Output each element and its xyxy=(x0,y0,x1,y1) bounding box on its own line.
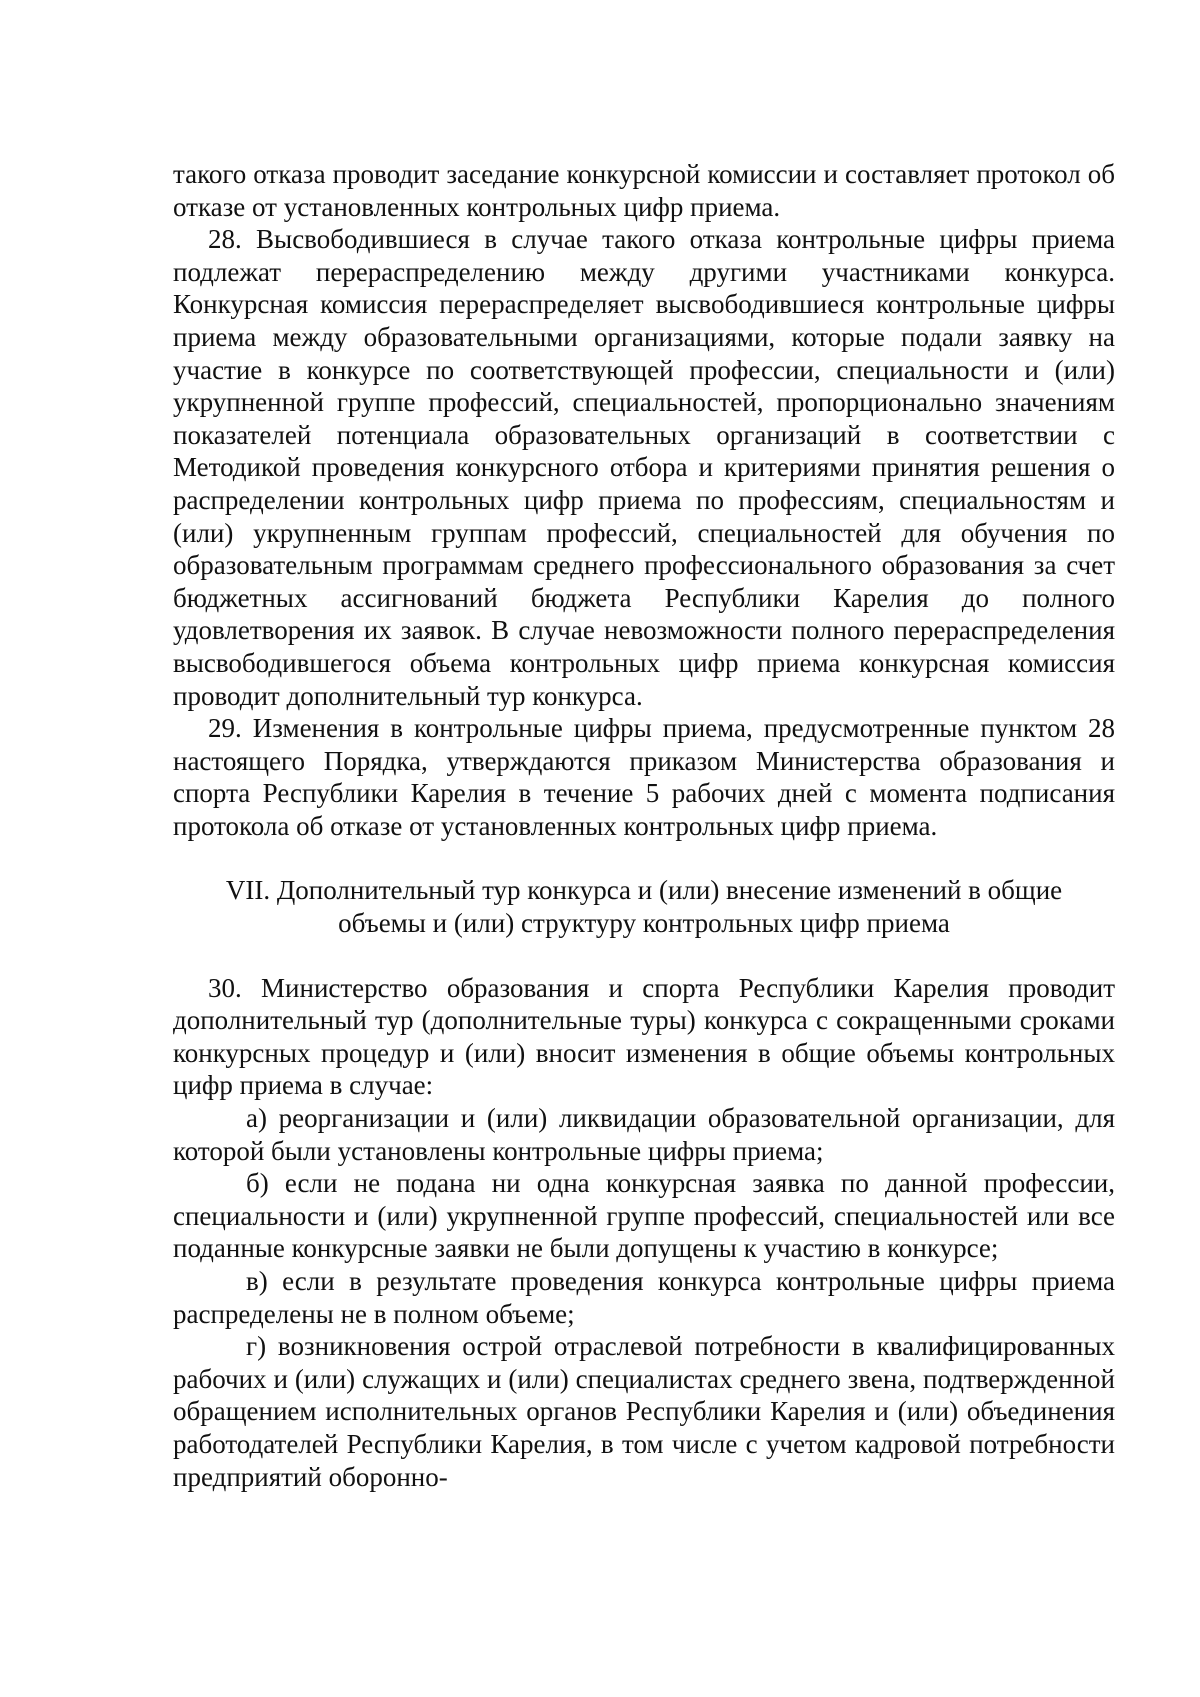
section-heading-line-1: VII. Дополнительный тур конкурса и (или) внесение изменений в общие xyxy=(225,875,1063,906)
paragraph-29: 29. Изменения в контрольные цифры приема, предусмотренные пунктом 28 настоящего Порядка, утверждаются приказом Министерства образования и спорта Республики Карелия в течение 5 рабочих дней с момента подписания протокола об отказе от установленных контрольных цифр приема. xyxy=(173,713,1115,841)
list-item-b: б) если не подана ни одна конкурсная заявка по данной профессии, специальности и (или) укрупненной группе профессий, специальностей или все поданные конкурсные заявки не были допущены к участию в конкурсе; xyxy=(173,1168,1115,1264)
paragraph-28: 28. Высвободившиеся в случае такого отказа контрольные цифры приема подлежат перераспределению между другими участниками конкурса. Конкурсная комиссия перераспределяет высвободившиеся контрольные цифры приема между образовательными организациями, которые подали заявку на участие в конкурсе по соответствующей профессии, специальности и (или) укрупненной группе профессий, специальностей, пропорционально значениям показателей потенциала образовательных организаций в соответствии с Методикой проведения конкурсного отбора и критериями принятия решения о распределении контрольных цифр приема по профессиям, специальностям и (или) укрупненным группам профессий, специальностей для обучения по образовательным программам среднего профессионального образования за счет бюджетных ассигнований бюджета Республики Карелия до полного удовлетворения их заявок. В случае невозможности полного перераспределения высвободившегося объема контрольных цифр приема конкурсная комиссия проводит дополнительный тур конкурса. xyxy=(173,224,1115,711)
document-page xyxy=(173,158,1115,1493)
list-item-v: в) если в результате проведения конкурса контрольные цифры приема распределены не в полном объеме; xyxy=(173,1266,1115,1329)
paragraph-intro: такого отказа проводит заседание конкурсной комиссии и составляет протокол об отказе от установленных контрольных цифр приема. xyxy=(173,159,1115,222)
section-heading-line-2: объемы и (или) структуру контрольных цифр приема xyxy=(338,908,950,939)
paragraph-30: 30. Министерство образования и спорта Республики Карелия проводит дополнительный тур (дополнительные туры) конкурса с сокращенными сроками конкурсных процедур и (или) вносит изменения в общие объемы контрольных цифр приема в случае: xyxy=(173,972,1115,1101)
list-item-g: г) возникновения острой отраслевой потребности в квалифицированных рабочих и (или) служащих и (или) специалистах среднего звена, подтвержденной обращением исполнительных органов Республики Карелия и (или) объединения работодателей Республики Карелия, в том числе с учетом кадровой потребности предприятий оборонно- xyxy=(173,1331,1115,1492)
section-heading xyxy=(173,874,1115,939)
list-item-a: а) реорганизации и (или) ликвидации образовательной организации, для которой были установлены контрольные цифры приема; xyxy=(173,1103,1115,1166)
